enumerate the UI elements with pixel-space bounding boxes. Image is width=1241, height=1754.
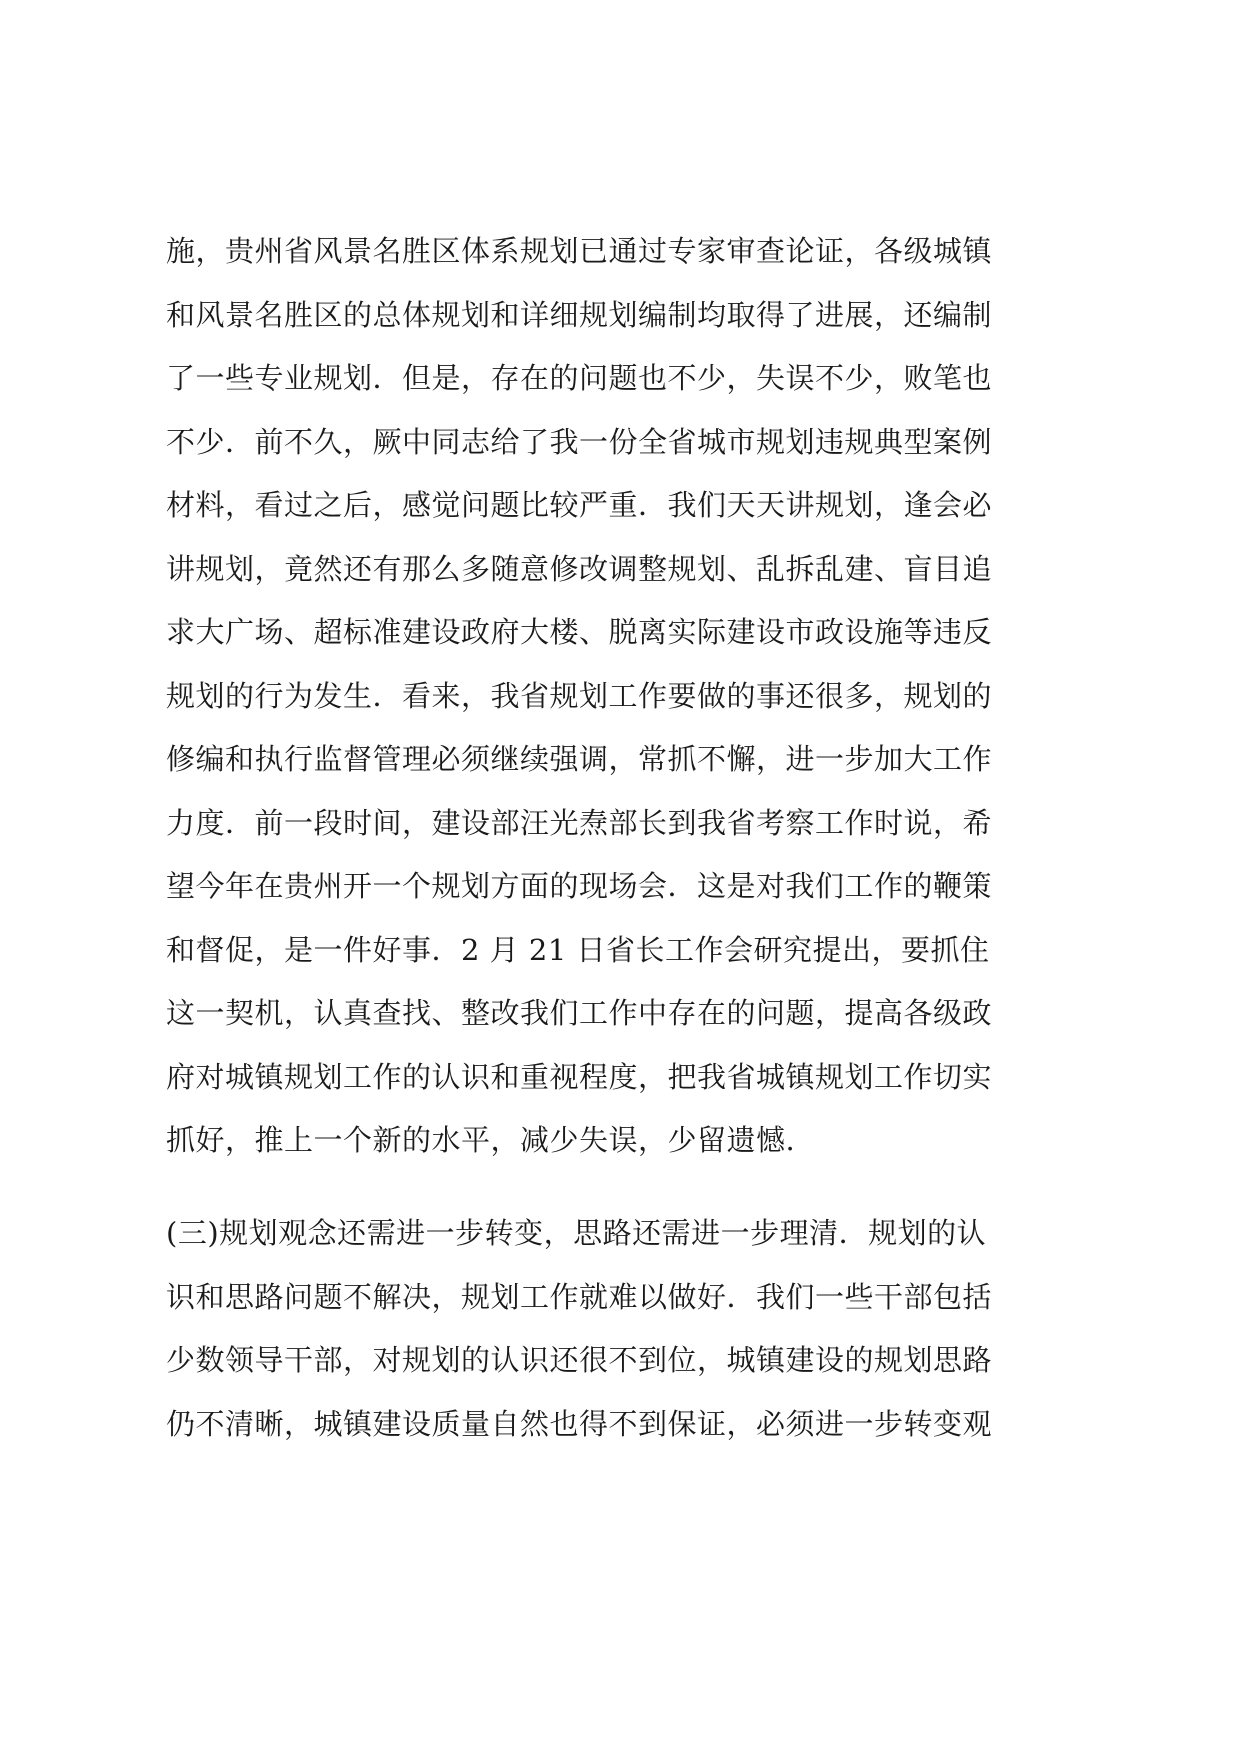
text-line: 这一契机，认真查找、整改我们工作中存在的问题，提高各级政 (166, 996, 993, 1030)
text-line: 和风景名胜区的总体规划和详细规划编制均取得了进展，还编制 (166, 297, 993, 332)
paragraph-1 (166, 220, 1106, 1173)
paragraph-2 (166, 1202, 1106, 1456)
text-line: 不少．前不久，厥中同志给了我一份全省城市规划违规典型案例 (166, 424, 993, 459)
text-line: 府对城镇规划工作的认识和重视程度，把我省城镇规划工作切实 (166, 1059, 993, 1094)
text-line: 和督促，是一件好事．2 月 21 日省长工作会研究提出，要抓住 (166, 932, 990, 967)
text-line: 求大广场、超标准建设政府大楼、脱离实际建设市政设施等违反 (166, 615, 993, 649)
text-line: (三)规划观念还需进一步转变，思路还需进一步理清．规划的认 (166, 1216, 987, 1250)
text-line: 识和思路问题不解决，规划工作就难以做好．我们一些干部包括 (166, 1279, 993, 1314)
text-line: 讲规划，竟然还有那么多随意修改调整规划、乱拆乱建、盲目追 (166, 551, 993, 586)
text-line: 规划的行为发生．看来，我省规划工作要做的事还很多，规划的 (166, 678, 993, 713)
text-line: 了一些专业规划．但是，存在的问题也不少，失误不少，败笔也 (166, 361, 993, 395)
text-line: 修编和执行监督管理必须继续强调，常抓不懈，进一步加大工作 (166, 742, 993, 776)
text-line: 施，贵州省风景名胜区体系规划已通过专家审查论证，各级城镇 (166, 234, 993, 268)
text-line: 力度．前一段时间，建设部汪光焘部长到我省考察工作时说，希 (166, 805, 993, 840)
text-line: 材料，看过之后，感觉问题比较严重．我们天天讲规划，逢会必 (166, 488, 993, 522)
text-line: 仍不清晰，城镇建设质量自然也得不到保证，必须进一步转变观 (166, 1406, 993, 1441)
text-line: 抓好，推上一个新的水平，减少失误，少留遗憾. (166, 1123, 796, 1157)
text-line: 望今年在贵州开一个规划方面的现场会．这是对我们工作的鞭策 (166, 869, 993, 903)
text-line: 少数领导干部，对规划的认识还很不到位，城镇建设的规划思路 (166, 1343, 993, 1377)
